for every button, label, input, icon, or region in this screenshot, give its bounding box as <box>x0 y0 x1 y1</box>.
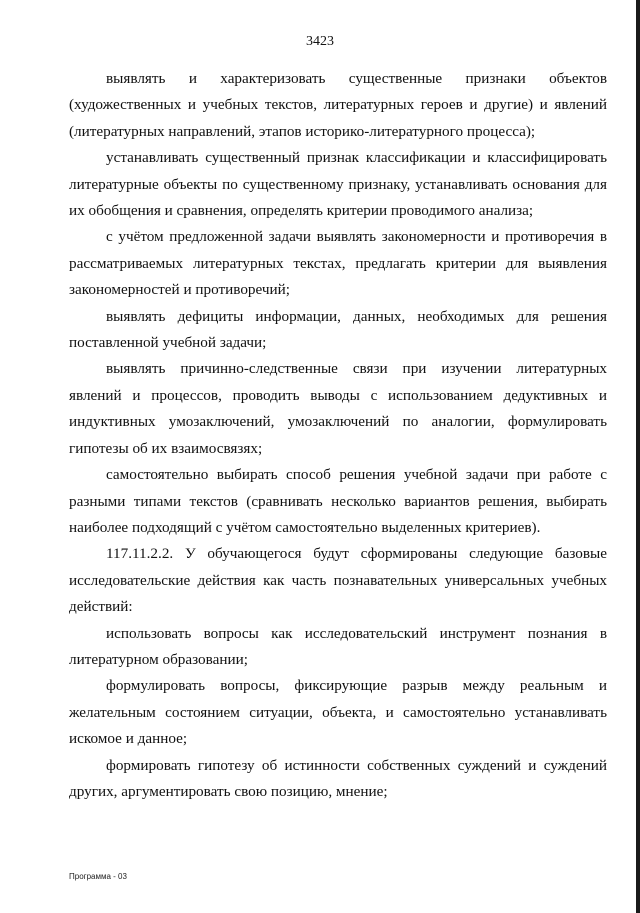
paragraph-7: 117.11.2.2. У обучающегося будут сформированы следующие базовые исследовательские действия как часть познавательных универсальных учебных действий: <box>69 545 607 616</box>
paragraph-6: самостоятельно выбирать способ решения учебной задачи при работе с разными типами текстов (сравнивать несколько вариантов решения, выбирать наиболее подходящий с учётом самостоятельно выделенных критериев). <box>69 466 607 536</box>
page-number: 3423 <box>306 34 334 49</box>
paragraph-2: устанавливать существенный признак классификации и классифицировать литературные объекты по существенному признаку, устанавливать основания для их обобщения и сравнения, определять критерии проводимого анализа; <box>69 149 607 220</box>
paragraph-5: выявлять причинно-следственные связи при изучении литературных явлений и процессов, проводить выводы с использованием дедуктивных и индуктивных умозаключений, умозаключений по аналогии, формулировать гипотезы об их взаимосвязях; <box>69 360 607 457</box>
paragraph-10: формировать гипотезу об истинности собственных суждений и суждений других, аргументировать свою позицию, мнение; <box>69 756 607 800</box>
paragraph-8: использовать вопросы как исследовательский инструмент познания в литературном образовании; <box>69 624 607 668</box>
paragraph-1: выявлять и характеризовать существенные признаки объектов (художественных и учебных текстов, литературных героев и другие) и явлений (литературных направлений, этапов историко-литературного процесса); <box>69 70 607 140</box>
paragraph-9: формулировать вопросы, фиксирующие разрыв между реальным и желательным состоянием ситуации, объекта, и самостоятельно устанавливать искомое и данное; <box>69 677 607 748</box>
paragraph-4: выявлять дефициты информации, данных, необходимых для решения поставленной учебной задачи; <box>69 307 607 352</box>
paragraph-3: с учётом предложенной задачи выявлять закономерности и противоречия в рассматриваемых литературных текстах, предлагать критерии для выявления закономерностей и противоречий; <box>69 228 607 299</box>
document-body <box>69 66 607 805</box>
footer-label: Программа - 03 <box>69 872 127 881</box>
scan-edge <box>636 0 640 913</box>
